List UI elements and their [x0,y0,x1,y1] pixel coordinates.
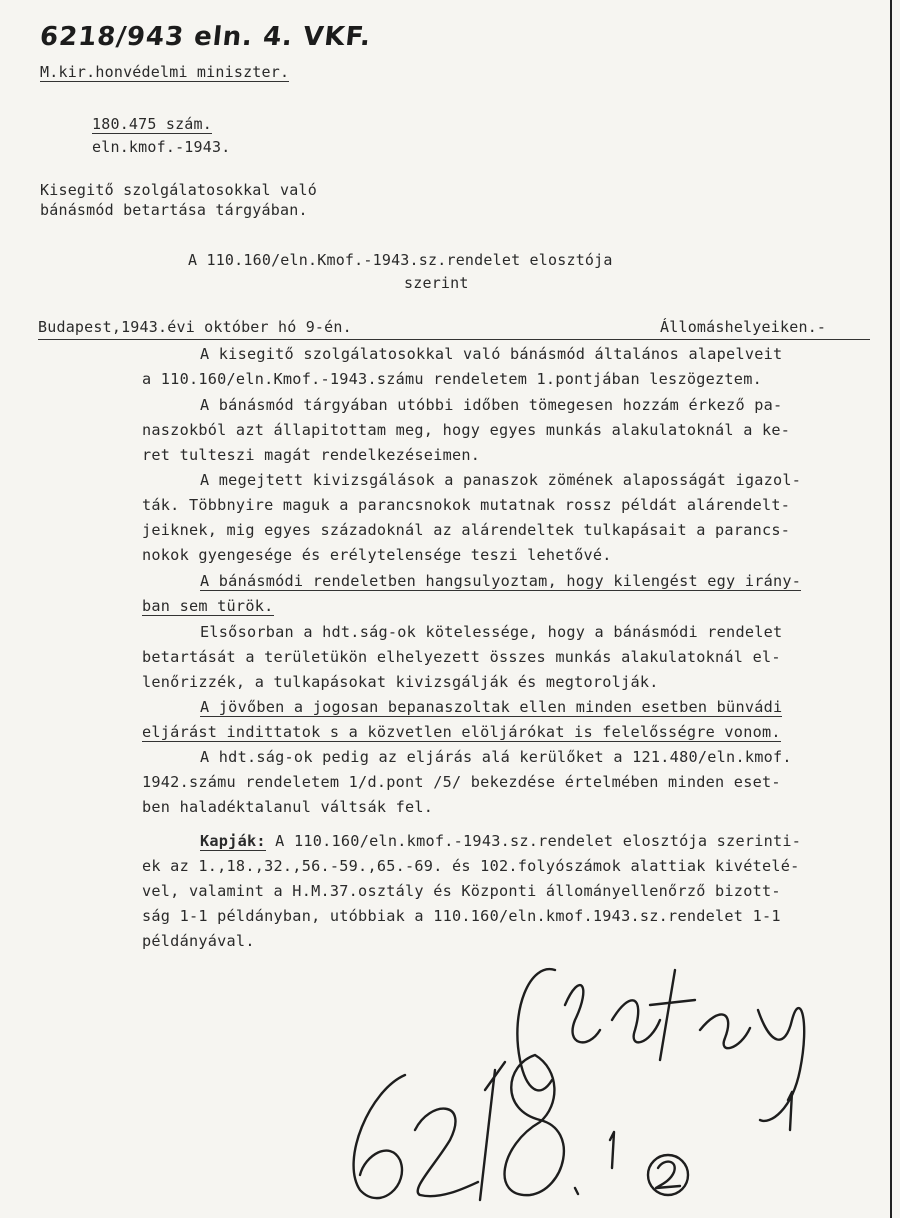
body-line: jeiknek, mig egyes századoknál az alárendeltek tulkapásait a parancs- [142,521,791,539]
body-line: ben haladéktalanul váltsák fel. [142,798,434,816]
body-line: ták. Többnyire maguk a parancsnokok mutatnak rossz példát alárendelt- [142,496,791,514]
recipients-line-2: ek az 1.,18.,32.,56.-59.,65.-69. és 102.folyószámok alattiak kivételé- [142,857,800,875]
body-line: betartását a területükön elhelyezett összes munkás alakulatoknál el- [142,648,781,666]
subject-line-2: bánásmód betartása tárgyában. [40,201,308,219]
body-line: a 110.160/eln.Kmof.-1943.számu rendeletem 1.pontjában leszögeztem. [142,370,762,388]
body-line-underlined: A jövőben a jogosan bepanaszoltak ellen minden esetben bünvádi [200,698,783,716]
ministry-title: M.kir.honvédelmi miniszter. [40,63,290,81]
recipients-label: Kapják: [200,832,266,850]
body-line: A hdt.ság-ok pedig az eljárás alá kerülőket a 121.480/eln.kmof. [200,748,792,766]
subject-line-1: Kisegitő szolgálatosokkal való [40,181,317,199]
body-line: nokok gyengesége és erélytelensége teszi lehetővé. [142,546,612,564]
body-line: Elsősorban a hdt.ság-ok kötelessége, hogy a bánásmódi rendelet [200,623,783,641]
body-line: A megejtett kivizsgálások a panaszok zömének alaposságát igazol- [200,471,802,489]
body-line: A kisegitő szolgálatosokkal való bánásmód általános alapelveit [200,345,783,363]
recipients-line-5: példányával. [142,932,255,950]
page-edge [890,0,892,1218]
body-line-underlined: ban sem türök. [142,597,274,615]
body-line: naszokból azt állapitottam meg, hogy egyes munkás alakulatoknál a ke- [142,421,791,439]
body-line: ret tulteszi magát rendelkezéseimen. [142,446,481,464]
recipients-line-1: Kapják: A 110.160/eln.kmof.-1943.sz.rendelet elosztója szerinti- [200,832,802,850]
body-line-underlined: eljárást indittatok s a közvetlen elöljárókat is felelősségre vonom. [142,723,781,741]
document-number: 180.475 szám. [92,115,212,133]
body-line: 1942.számu rendeletem 1/d.pont /5/ bekezdése értelmében minden eset- [142,773,781,791]
destination: Állomáshelyeiken.- [660,318,827,336]
handwritten-file-number: 6218/943 eln. 4. VKF. [38,22,373,52]
handwritten-signature [330,950,850,1210]
header-rule [38,339,870,340]
reference-code: eln.kmof.-1943. [92,138,231,156]
recipients-line-4: ság 1-1 példányban, utóbbiak a 110.160/eln.kmof.1943.sz.rendelet 1-1 [142,907,781,925]
recipients-line-3: vel, valamint a H.M.37.osztály és Központi állományellenőrző bizott- [142,882,781,900]
body-line: A bánásmód tárgyában utóbbi időben tömegesen hozzám érkező pa- [200,396,783,414]
body-line-underlined: A bánásmódi rendeletben hangsulyoztam, hogy kilengést egy irány- [200,572,802,590]
distribution-line-1: A 110.160/eln.Kmof.-1943.sz.rendelet elosztója [188,251,613,269]
distribution-line-2: szerint [404,274,469,292]
place-and-date: Budapest,1943.évi október hó 9-én. [38,318,352,336]
body-line: lenőrizzék, a tulkapásokat kivizsgálják és megtorolják. [142,673,659,691]
